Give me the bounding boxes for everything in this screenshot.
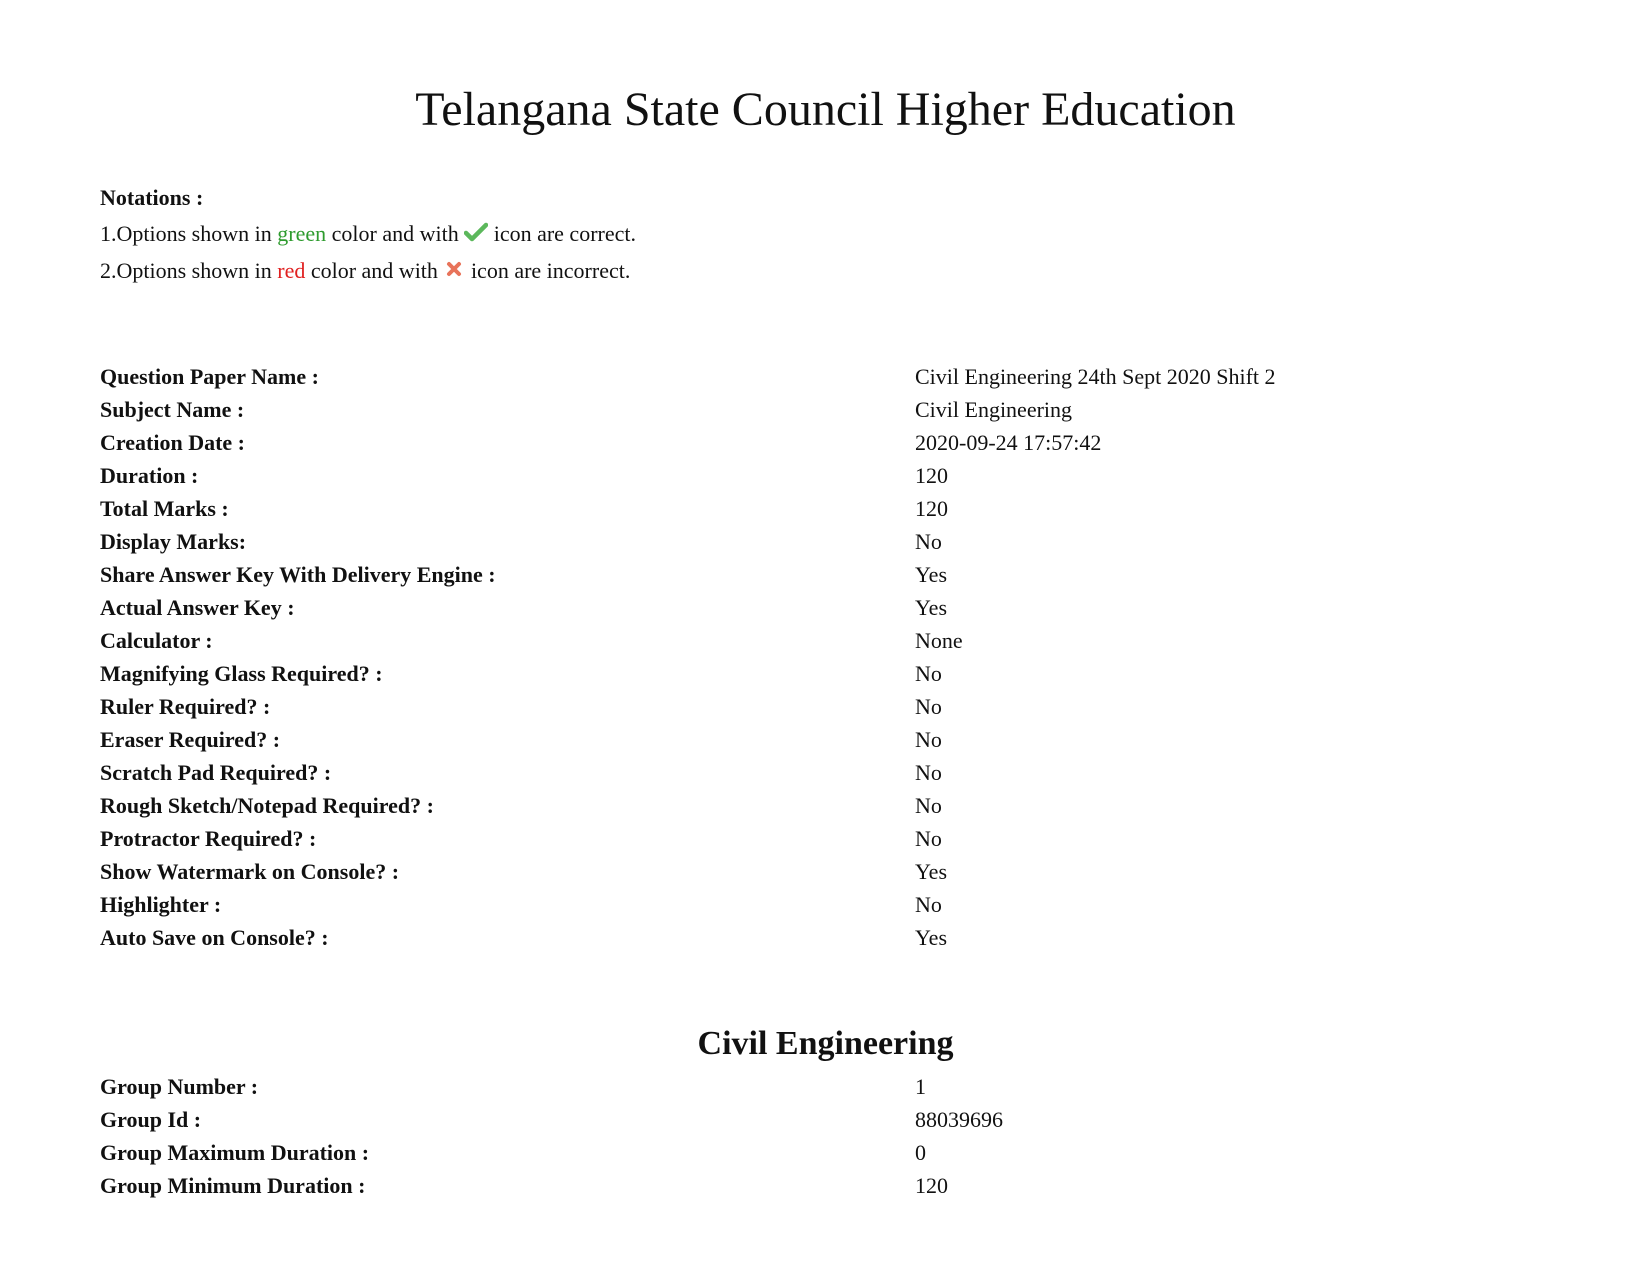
info-label: Highlighter : bbox=[100, 892, 222, 917]
info-label: Scratch Pad Required? : bbox=[100, 760, 332, 785]
info-value: No bbox=[915, 694, 942, 719]
info-row-duration bbox=[100, 459, 1276, 492]
info-row-eraser bbox=[100, 723, 1276, 756]
info-row-question-paper-name bbox=[100, 360, 1276, 393]
info-row-auto-save bbox=[100, 921, 1276, 954]
info-row-calculator bbox=[100, 624, 1276, 657]
notation-incorrect-suffix: icon are incorrect. bbox=[465, 258, 631, 283]
group-label: Group Id : bbox=[100, 1107, 202, 1132]
group-info-table bbox=[100, 1070, 1003, 1202]
info-row-subject-name bbox=[100, 393, 1276, 426]
info-value: No bbox=[915, 529, 942, 554]
info-value: None bbox=[915, 628, 963, 653]
info-value: 2020-09-24 17:57:42 bbox=[915, 430, 1102, 455]
info-row-share-answer-key bbox=[100, 558, 1276, 591]
notation-green-word: green bbox=[277, 221, 327, 246]
group-value: 0 bbox=[915, 1140, 926, 1165]
info-label: Protractor Required? : bbox=[100, 826, 317, 851]
notations-block bbox=[100, 180, 636, 290]
group-label: Group Number : bbox=[100, 1074, 259, 1099]
group-value: 120 bbox=[915, 1173, 948, 1198]
info-row-watermark bbox=[100, 855, 1276, 888]
info-label: Show Watermark on Console? : bbox=[100, 859, 400, 884]
check-icon bbox=[464, 217, 488, 253]
notation-incorrect bbox=[100, 253, 636, 290]
info-value: Yes bbox=[915, 562, 948, 587]
info-value: No bbox=[915, 826, 942, 851]
info-value: No bbox=[915, 760, 942, 785]
group-label: Group Minimum Duration : bbox=[100, 1173, 366, 1198]
info-row-total-marks bbox=[100, 492, 1276, 525]
info-value: No bbox=[915, 727, 942, 752]
info-label: Creation Date : bbox=[100, 430, 245, 455]
info-row-display-marks bbox=[100, 525, 1276, 558]
notation-correct bbox=[100, 216, 636, 253]
info-label: Ruler Required? : bbox=[100, 694, 271, 719]
info-value: Yes bbox=[915, 595, 948, 620]
info-value: No bbox=[915, 793, 942, 818]
info-value: Yes bbox=[915, 859, 948, 884]
info-row-creation-date bbox=[100, 426, 1276, 459]
info-row-highlighter bbox=[100, 888, 1276, 921]
group-row-number bbox=[100, 1070, 1003, 1103]
info-row-scratch-pad bbox=[100, 756, 1276, 789]
notation-incorrect-prefix: 2.Options shown in bbox=[100, 258, 278, 283]
info-value: No bbox=[915, 661, 942, 686]
group-row-id bbox=[100, 1103, 1003, 1136]
notation-incorrect-middle: color and with bbox=[305, 258, 444, 283]
group-value: 88039696 bbox=[915, 1107, 1003, 1132]
info-label: Calculator : bbox=[100, 628, 213, 653]
info-label: Total Marks : bbox=[100, 496, 229, 521]
group-row-max-duration bbox=[100, 1136, 1003, 1169]
notations-heading: Notations : bbox=[100, 185, 204, 210]
info-row-ruler bbox=[100, 690, 1276, 723]
info-label: Duration : bbox=[100, 463, 199, 488]
cross-icon bbox=[443, 254, 465, 290]
info-label: Share Answer Key With Delivery Engine : bbox=[100, 562, 496, 587]
info-row-actual-answer-key bbox=[100, 591, 1276, 624]
info-value: 120 bbox=[915, 496, 948, 521]
paper-info-table bbox=[100, 360, 1276, 954]
info-row-magnifying-glass bbox=[100, 657, 1276, 690]
info-label: Rough Sketch/Notepad Required? : bbox=[100, 793, 434, 818]
info-label: Magnifying Glass Required? : bbox=[100, 661, 383, 686]
info-value: 120 bbox=[915, 463, 948, 488]
info-value: Civil Engineering bbox=[915, 397, 1073, 422]
info-value: Civil Engineering 24th Sept 2020 Shift 2 bbox=[915, 364, 1276, 389]
info-value: Yes bbox=[915, 925, 948, 950]
info-row-protractor bbox=[100, 822, 1276, 855]
page-title: Telangana State Council Higher Education bbox=[415, 83, 1236, 136]
info-value: No bbox=[915, 892, 942, 917]
section-title: Civil Engineering bbox=[697, 1025, 954, 1062]
notation-correct-prefix: 1.Options shown in bbox=[100, 221, 278, 246]
info-label: Auto Save on Console? : bbox=[100, 925, 329, 950]
notation-red-word: red bbox=[277, 258, 306, 283]
group-value: 1 bbox=[915, 1074, 926, 1099]
info-row-rough-sketch bbox=[100, 789, 1276, 822]
notation-correct-middle: color and with bbox=[326, 221, 465, 246]
notation-correct-suffix: icon are correct. bbox=[488, 221, 636, 246]
info-label: Subject Name : bbox=[100, 397, 245, 422]
info-label: Eraser Required? : bbox=[100, 727, 281, 752]
info-label: Actual Answer Key : bbox=[100, 595, 295, 620]
info-label: Question Paper Name : bbox=[100, 364, 319, 389]
group-label: Group Maximum Duration : bbox=[100, 1140, 370, 1165]
group-row-min-duration bbox=[100, 1169, 1003, 1202]
info-label: Display Marks: bbox=[100, 529, 247, 554]
